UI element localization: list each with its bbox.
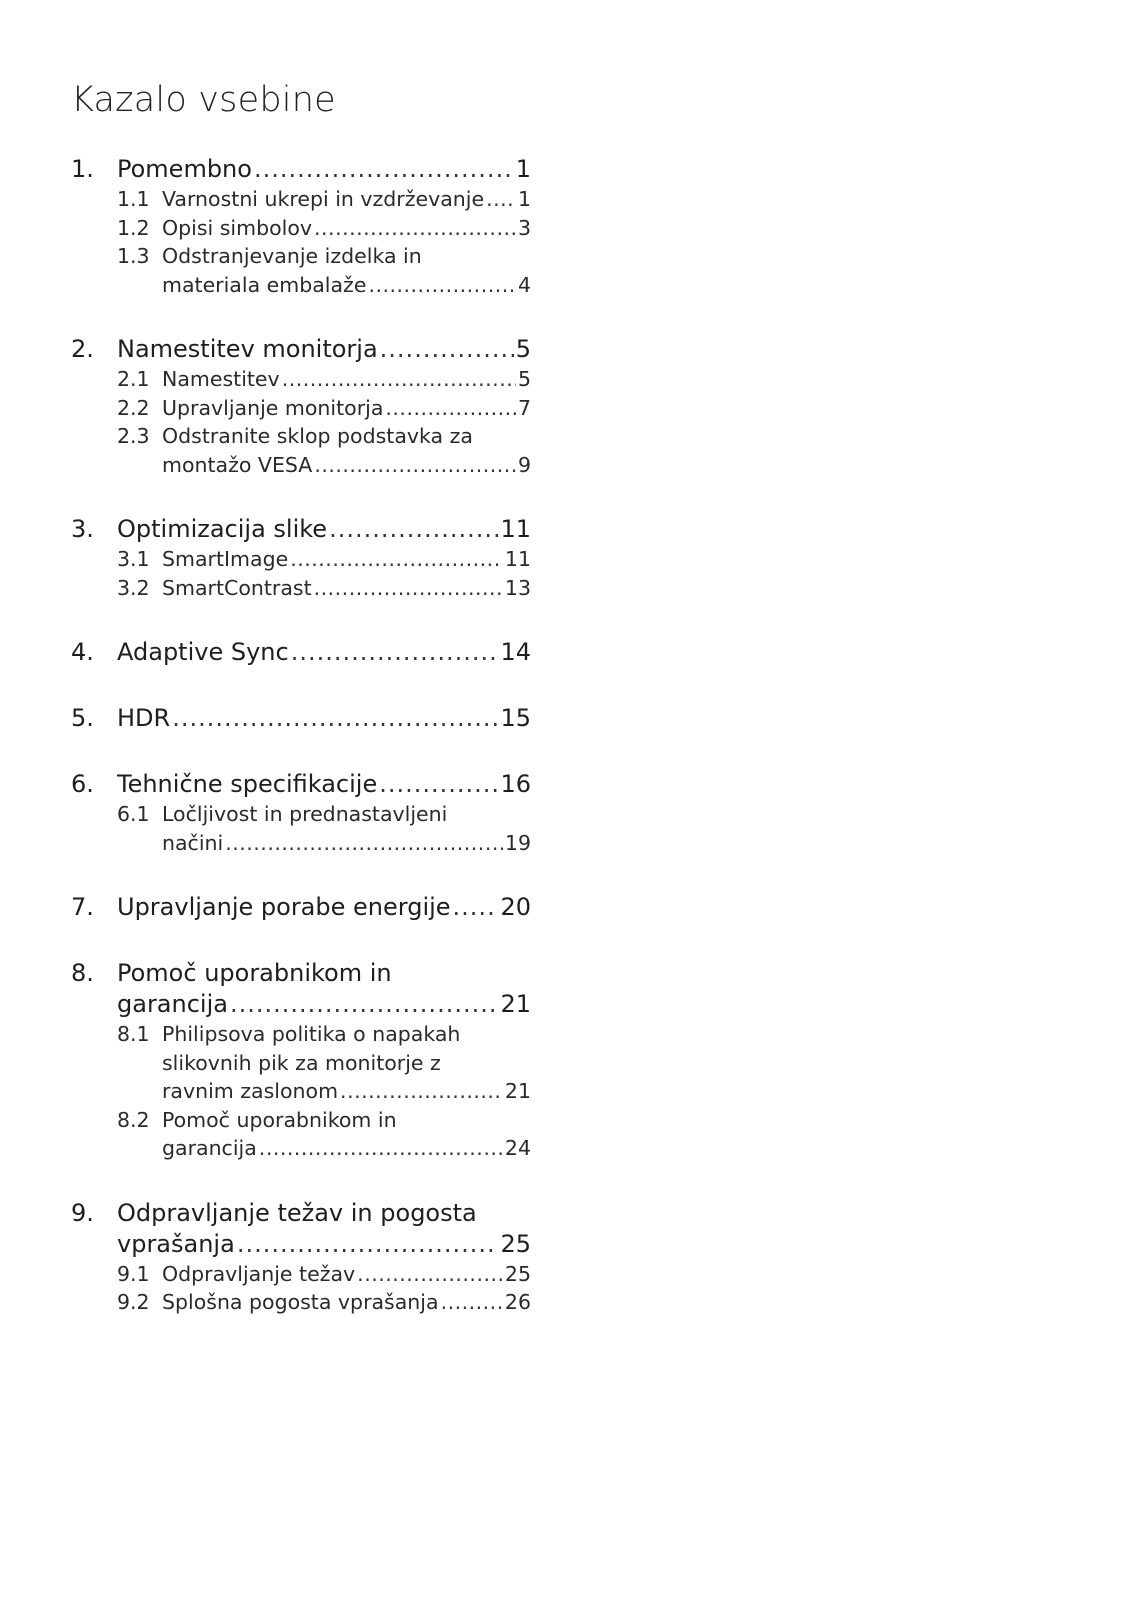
toc-section	[71, 154, 531, 299]
toc-subentry-2-1[interactable]	[71, 365, 531, 394]
toc-subentry-2-3-body	[162, 422, 531, 479]
toc-chapter-3-page-number: 11	[500, 515, 531, 543]
toc-subentry-2-3-title-line	[162, 451, 531, 480]
toc-chapter-6[interactable]	[71, 769, 531, 800]
toc-chapter-6-body	[117, 769, 531, 800]
dot-leader	[380, 334, 514, 365]
toc-subentry-3-1-title-line	[162, 545, 531, 574]
toc-subentry-1-2-title-line	[162, 214, 531, 243]
toc-subentry-1-1-page-number: 1	[517, 187, 531, 211]
toc-chapter-8-body	[117, 958, 531, 1020]
toc-subentry-2-3-page-number: 9	[517, 452, 531, 477]
dot-leader	[340, 1077, 503, 1106]
toc-chapter-4[interactable]	[71, 637, 531, 668]
toc-subentry-8-1-title: ravnim zaslonom	[162, 1079, 339, 1103]
toc-subentry-8-1-body	[162, 1020, 531, 1106]
toc-chapter-3[interactable]	[71, 514, 531, 545]
toc-subentry-9-2-number: 9.2	[117, 1290, 150, 1314]
dot-leader	[291, 637, 499, 668]
toc-subentry-8-2-title: Pomoč uporabnikom in	[162, 1107, 397, 1132]
toc-subentry-3-2[interactable]	[71, 574, 531, 603]
toc-subentry-1-2-number: 1.2	[117, 215, 150, 240]
toc-chapter-8[interactable]	[71, 958, 531, 1020]
toc-subentry-8-2-body	[162, 1106, 531, 1163]
dot-leader	[385, 394, 516, 423]
toc-subentry-2-2-title: Upravljanje monitorja	[162, 395, 384, 420]
toc-subentry-1-3-title-line	[162, 271, 531, 300]
toc-chapter-6-page-number: 16	[500, 770, 531, 798]
toc-chapter-2-title: Namestitev monitorja	[117, 335, 378, 363]
toc-subentry-1-1-number: 1.1	[117, 187, 150, 211]
toc-chapter-2-number: 2.	[71, 335, 94, 363]
toc-chapter-4-title: Adaptive Sync	[117, 638, 289, 666]
toc-chapter-5-title: HDR	[117, 704, 171, 732]
dot-leader	[314, 451, 516, 480]
toc-chapter-4-number: 4.	[71, 638, 94, 666]
toc-chapter-3-body	[117, 514, 531, 545]
toc-subentry-9-2-body	[162, 1288, 531, 1317]
table-of-contents	[71, 154, 531, 1352]
toc-subentry-1-3-title: Odstranjevanje izdelka in	[162, 244, 422, 268]
toc-subentry-8-1-page-number: 21	[504, 1079, 531, 1103]
toc-subentry-2-1-title-line	[162, 365, 531, 394]
toc-subentry-8-1-title-line	[162, 1077, 531, 1106]
toc-subentry-2-2-page-number: 7	[517, 395, 531, 420]
toc-chapter-5[interactable]	[71, 703, 531, 734]
toc-subentry-3-2-body	[162, 574, 531, 603]
toc-chapter-1[interactable]	[71, 154, 531, 185]
toc-subentry-3-1-page-number: 11	[504, 547, 531, 571]
toc-chapter-9-title: Odpravljanje težav in pogosta	[117, 1198, 477, 1227]
dot-leader	[379, 769, 498, 800]
toc-chapter-6-title-line	[117, 769, 531, 800]
dot-leader	[225, 829, 503, 858]
toc-subentry-2-2-number: 2.2	[117, 395, 150, 420]
dot-leader	[329, 514, 498, 545]
dot-leader	[172, 703, 498, 734]
toc-subentry-1-3-number: 1.3	[117, 244, 150, 268]
toc-chapter-2[interactable]	[71, 334, 531, 365]
toc-subentry-2-3-number: 2.3	[117, 424, 150, 448]
toc-subentry-3-2-number: 3.2	[117, 575, 150, 600]
toc-subentry-3-1-body	[162, 545, 531, 574]
toc-chapter-9-title-line	[117, 1229, 531, 1260]
toc-chapter-9-title: vprašanja	[117, 1229, 235, 1258]
dot-leader	[259, 1134, 503, 1163]
dot-leader	[290, 545, 503, 574]
toc-section	[71, 703, 531, 734]
dot-leader	[282, 365, 516, 394]
toc-chapter-1-title: Pomembno	[117, 155, 252, 183]
toc-subentry-2-3[interactable]	[71, 422, 531, 479]
toc-chapter-7[interactable]	[71, 892, 531, 923]
toc-subentry-1-2-page-number: 3	[517, 215, 531, 240]
toc-chapter-7-number: 7.	[71, 893, 94, 921]
toc-subentry-2-2-body	[162, 394, 531, 423]
toc-chapter-1-title-line	[117, 154, 531, 185]
toc-chapter-9[interactable]	[71, 1198, 531, 1260]
dot-leader	[314, 574, 503, 603]
toc-chapter-7-page-number: 20	[500, 893, 531, 921]
toc-section	[71, 769, 531, 857]
toc-chapter-1-number: 1.	[71, 155, 94, 183]
toc-chapter-8-title-line	[117, 989, 531, 1020]
toc-chapter-5-number: 5.	[71, 704, 94, 732]
toc-subentry-2-1-page-number: 5	[517, 367, 531, 391]
toc-chapter-4-title-line	[117, 637, 531, 668]
toc-subentry-2-1-body	[162, 365, 531, 394]
toc-subentry-1-3-page-number: 4	[517, 272, 531, 297]
toc-chapter-8-title: garancija	[117, 990, 228, 1018]
toc-chapter-7-title-line	[117, 892, 531, 923]
toc-subentry-3-2-title-line	[162, 574, 531, 603]
toc-subentry-1-2[interactable]	[71, 214, 531, 243]
toc-subentry-6-1[interactable]	[71, 800, 531, 857]
toc-chapter-5-body	[117, 703, 531, 734]
toc-chapter-2-title-line	[117, 334, 531, 365]
toc-section	[71, 958, 531, 1163]
toc-chapter-9-number: 9.	[71, 1198, 94, 1227]
toc-subentry-9-1-title: Odpravljanje težav	[162, 1261, 356, 1286]
toc-subentry-8-1-number: 8.1	[117, 1022, 150, 1046]
toc-subentry-8-1-title: Philipsova politika o napakah	[162, 1022, 461, 1046]
toc-subentry-9-1-title-line	[162, 1260, 531, 1289]
toc-chapter-3-number: 3.	[71, 515, 94, 543]
toc-chapter-3-title: Optimizacija slike	[117, 515, 328, 543]
toc-subentry-1-3[interactable]	[71, 242, 531, 299]
toc-section	[71, 334, 531, 479]
toc-subentry-9-1-page-number: 25	[504, 1261, 531, 1286]
toc-chapter-8-number: 8.	[71, 959, 94, 987]
toc-chapter-8-page-number: 21	[500, 990, 531, 1018]
toc-subentry-6-1-title-line	[162, 829, 531, 858]
toc-subentry-8-2-number: 8.2	[117, 1107, 150, 1132]
dot-leader	[368, 271, 516, 300]
toc-chapter-3-title-line	[117, 514, 531, 545]
toc-subentry-1-3-body	[162, 242, 531, 299]
toc-subentry-1-3-title: materiala embalaže	[162, 272, 367, 297]
toc-subentry-3-2-page-number: 13	[504, 575, 531, 600]
toc-subentry-1-2-body	[162, 214, 531, 243]
toc-chapter-8-title: Pomoč uporabnikom in	[117, 959, 392, 987]
toc-subentry-2-2-title-line	[162, 394, 531, 423]
toc-subentry-3-1-title: SmartImage	[162, 547, 289, 571]
toc-chapter-6-title: Tehnične specifikacije	[117, 770, 378, 798]
toc-subentry-9-1[interactable]	[71, 1260, 531, 1289]
toc-subentry-6-1-number: 6.1	[117, 802, 150, 826]
page-title: Kazalo vsebine	[71, 80, 336, 120]
toc-section	[71, 514, 531, 602]
toc-chapter-7-body	[117, 892, 531, 923]
dot-leader	[314, 214, 516, 243]
toc-subentry-6-1-title: načini	[162, 830, 224, 855]
toc-subentry-8-2-title: garancija	[162, 1136, 257, 1160]
dot-leader	[230, 989, 498, 1020]
toc-subentry-2-3-title: montažo VESA	[162, 452, 313, 477]
dot-leader	[254, 154, 514, 185]
toc-chapter-4-page-number: 14	[500, 638, 531, 666]
toc-subentry-8-1-title: slikovnih pik za monitorje z	[162, 1050, 441, 1075]
toc-subentry-3-1[interactable]	[71, 545, 531, 574]
toc-chapter-4-body	[117, 637, 531, 668]
toc-chapter-9-page-number: 25	[500, 1229, 531, 1258]
toc-subentry-6-1-body	[162, 800, 531, 857]
dot-leader	[441, 1288, 503, 1317]
toc-subentry-8-2-page-number: 24	[504, 1136, 531, 1160]
toc-subentry-9-2[interactable]	[71, 1288, 531, 1317]
toc-subentry-9-2-title-line	[162, 1288, 531, 1317]
toc-subentry-2-2[interactable]	[71, 394, 531, 423]
toc-subentry-3-2-title: SmartContrast	[162, 575, 312, 600]
toc-subentry-9-1-body	[162, 1260, 531, 1289]
toc-subentry-1-1-title-line	[162, 185, 531, 214]
toc-subentry-9-1-number: 9.1	[117, 1261, 150, 1286]
dot-leader	[357, 1260, 503, 1289]
toc-subentry-3-1-number: 3.1	[117, 547, 150, 571]
toc-chapter-2-page-number: 5	[515, 335, 531, 363]
toc-subentry-9-2-page-number: 26	[504, 1290, 531, 1314]
toc-chapter-7-title: Upravljanje porabe energije	[117, 893, 451, 921]
toc-subentry-2-1-title: Namestitev	[162, 367, 280, 391]
toc-subentry-8-2-title-line	[162, 1134, 531, 1163]
toc-section	[71, 892, 531, 923]
toc-chapter-1-body	[117, 154, 531, 185]
toc-subentry-6-1-title: Ločljivost in prednastavljeni	[162, 802, 448, 826]
toc-subentry-1-1-body	[162, 185, 531, 214]
dot-leader	[453, 892, 499, 923]
toc-subentry-1-2-title: Opisi simbolov	[162, 215, 313, 240]
dot-leader	[237, 1229, 499, 1260]
toc-chapter-1-page-number: 1	[515, 155, 531, 183]
toc-chapter-2-body	[117, 334, 531, 365]
toc-subentry-6-1-page-number: 19	[504, 830, 531, 855]
toc-section	[71, 637, 531, 668]
toc-subentry-8-1[interactable]	[71, 1020, 531, 1106]
toc-subentry-8-2[interactable]	[71, 1106, 531, 1163]
toc-chapter-6-number: 6.	[71, 770, 94, 798]
toc-chapter-9-body	[117, 1198, 531, 1260]
toc-chapter-5-title-line	[117, 703, 531, 734]
toc-subentry-2-3-title: Odstranite sklop podstavka za	[162, 424, 473, 448]
dot-leader	[486, 185, 516, 214]
toc-subentry-1-1[interactable]	[71, 185, 531, 214]
toc-chapter-5-page-number: 15	[500, 704, 531, 732]
toc-subentry-1-1-title: Varnostni ukrepi in vzdrževanje	[162, 187, 485, 211]
toc-section	[71, 1198, 531, 1317]
toc-subentry-2-1-number: 2.1	[117, 367, 150, 391]
toc-subentry-9-2-title: Splošna pogosta vprašanja	[162, 1290, 439, 1314]
